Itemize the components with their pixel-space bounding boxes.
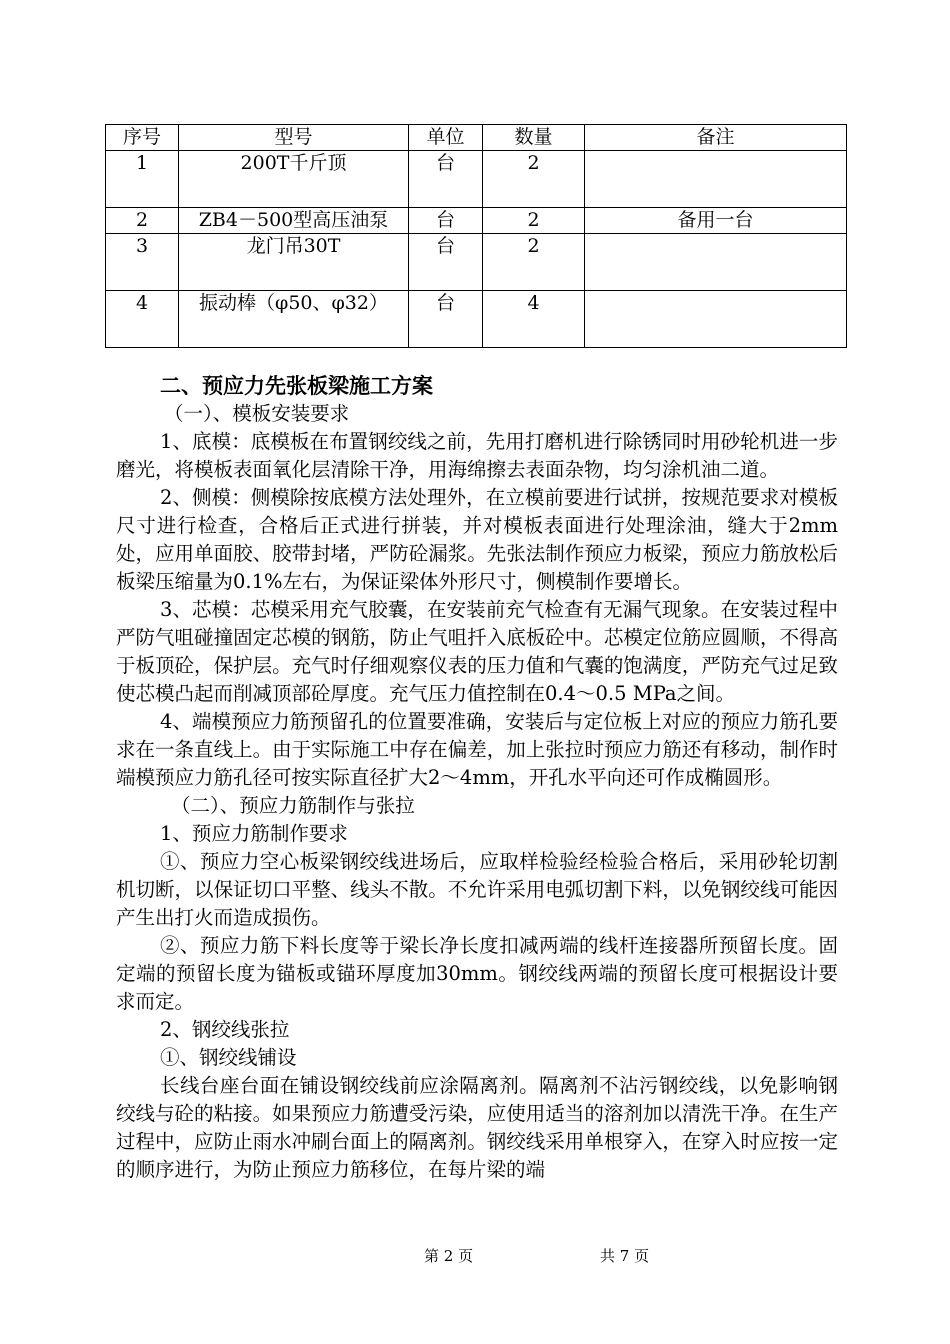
cell-model: ZB4－500型高压油泵 — [179, 208, 409, 234]
page-total: 共 7 页 — [600, 1247, 650, 1265]
subsection-heading: （二）、预应力筋制作与张拉 — [171, 794, 415, 817]
cell-qty: 2 — [483, 208, 585, 234]
cell-model: 振动棒（φ50、φ32） — [179, 291, 409, 348]
cell-no: 1 — [106, 151, 179, 208]
cell-unit: 台 — [409, 208, 483, 234]
subsection-heading: （一）、模板安装要求 — [164, 402, 350, 425]
header-cell: 备注 — [585, 125, 847, 151]
section-title: 二、预应力先张板梁施工方案 — [160, 374, 433, 398]
body-text — [116, 372, 838, 1184]
paragraph: ②、预应力筋下料长度等于梁长净长度扣减两端的线杆连接器所预留长度。固定端的预留长度为锚板或锚环厚度加30mm。钢绞线两端的预留长度可根据设计要求而定。 — [116, 934, 838, 1013]
cell-no: 3 — [106, 234, 179, 291]
item-heading: 1、预应力筋制作要求 — [160, 822, 348, 845]
paragraph: 3、芯模：芯模采用充气胶囊，在安装前充气检查有无漏气现象。在安装过程中严防气咀碰撞固定芯模的钢筋，防止气咀扦入底板砼中。芯模定位筋应圆顺，不得高于板顶砼，保护层。充气时仔细观察仪表的压力值和气囊的饱满度，严防充气过足致使芯模凸起而削减顶部砼厚度。充气压力值控制在0.4～0.5 MPa之间。 — [116, 598, 838, 705]
paragraph: 1、底模：底模板在布置钢绞线之前，先用打磨机进行除锈同时用砂轮机进一步磨光，将模板表面氧化层清除干净，用海绵擦去表面杂物，均匀涂机油二道。 — [116, 430, 838, 481]
item-heading: ①、钢绞线铺设 — [160, 1046, 297, 1069]
cell-note — [585, 234, 847, 291]
cell-unit: 台 — [409, 291, 483, 348]
page-number: 第 2 页 — [424, 1247, 474, 1265]
paragraph: ①、预应力空心板梁钢绞线进场后，应取样检验经检验合格后，采用砂轮切割机切断，以保证切口平整、线头不散。不允许采用电弧切割下料，以免钢绞线可能因产生出打火而造成损伤。 — [116, 850, 838, 929]
paragraph: 长线台座台面在铺设钢绞线前应涂隔离剂。隔离剂不沾污钢绞线，以免影响钢绞线与砼的粘接。如果预应力筋遭受污染，应使用适当的溶剂加以清洗干净。在生产过程中，应防止雨水冲刷台面上的隔离剂。钢绞线采用单根穿入，在穿入时应按一定的顺序进行，为防止预应力筋移位，在每片梁的端 — [116, 1074, 838, 1181]
cell-qty: 4 — [483, 291, 585, 348]
cell-note — [585, 151, 847, 208]
table-row — [106, 234, 847, 291]
cell-note — [585, 291, 847, 348]
table-row — [106, 151, 847, 208]
header-cell: 数量 — [483, 125, 585, 151]
equipment-table — [105, 124, 847, 348]
cell-no: 2 — [106, 208, 179, 234]
header-cell: 型号 — [179, 125, 409, 151]
cell-model: 200T千斤顶 — [179, 151, 409, 208]
cell-unit: 台 — [409, 151, 483, 208]
paragraph: 4、端模预应力筋预留孔的位置要准确，安装后与定位板上对应的预应力筋孔要求在一条直线上。由于实际施工中存在偏差，加上张拉时预应力筋还有移动，制作时端模预应力筋孔径可按实际直径扩大2～4mm，开孔水平向还可作成椭圆形。 — [116, 710, 838, 789]
cell-no: 4 — [106, 291, 179, 348]
table-row — [106, 291, 847, 348]
header-cell: 序号 — [106, 125, 179, 151]
cell-model: 龙门吊30T — [179, 234, 409, 291]
header-cell: 单位 — [409, 125, 483, 151]
table-header-row — [106, 125, 847, 151]
cell-unit: 台 — [409, 234, 483, 291]
cell-qty: 2 — [483, 234, 585, 291]
cell-note: 备用一台 — [585, 208, 847, 234]
table-row — [106, 208, 847, 234]
paragraph: 2、侧模：侧模除按底模方法处理外，在立模前要进行试拼，按规范要求对模板尺寸进行检查，合格后正式进行拼装，并对模板表面进行处理涂油，缝大于2mm处，应用单面胶、胶带封堵，严防砼漏浆。先张法制作预应力板梁，预应力筋放松后板梁压缩量为0.1%左右，为保证梁体外形尺寸，侧模制作要增长。 — [116, 486, 838, 593]
cell-qty: 2 — [483, 151, 585, 208]
item-heading: 2、钢绞线张拉 — [160, 1018, 290, 1041]
